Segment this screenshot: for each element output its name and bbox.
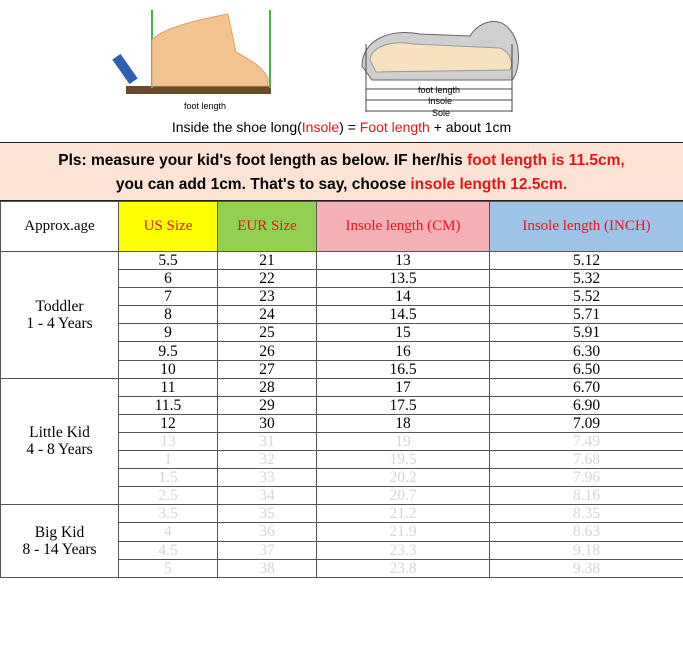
- header-us-size: US Size: [119, 202, 218, 252]
- illustration-area: [0, 0, 683, 142]
- eur-size-cell: 33: [218, 469, 317, 487]
- eur-size-cell: 21: [218, 252, 317, 270]
- age-group-range: 8 - 14 Years: [22, 541, 97, 558]
- table-row: [1, 252, 683, 270]
- table-row: [1, 378, 683, 396]
- foot-shape: [152, 14, 268, 86]
- insole-inch-cell: 8.63: [490, 523, 683, 541]
- insole-inch-cell: 7.96: [490, 469, 683, 487]
- eur-size-cell: 29: [218, 396, 317, 414]
- measurement-notice: [0, 142, 683, 201]
- insole-shape: [370, 43, 512, 72]
- insole-cm-cell: 13.5: [317, 270, 490, 288]
- us-size-cell: 5: [119, 559, 218, 577]
- age-group-name: Big Kid: [34, 524, 85, 541]
- insole-cm-cell: 19.5: [317, 451, 490, 469]
- eur-size-cell: 22: [218, 270, 317, 288]
- insole-cm-cell: 21.2: [317, 505, 490, 523]
- us-size-cell: 11.5: [119, 396, 218, 414]
- insole-inch-cell: 6.90: [490, 396, 683, 414]
- notice-line-2-highlight: insole length 12.5cm.: [410, 176, 568, 193]
- insole-cm-cell: 17.5: [317, 396, 490, 414]
- us-size-cell: 8: [119, 306, 218, 324]
- formula-foot-length: Foot length: [359, 119, 430, 135]
- age-group-range: 1 - 4 Years: [26, 314, 93, 332]
- us-size-cell: 7: [119, 288, 218, 306]
- age-group-range: 4 - 8 Years: [26, 441, 93, 459]
- us-size-cell: 3.5: [119, 505, 218, 523]
- insole-cm-cell: 16.5: [317, 360, 490, 378]
- formula-suffix: + about 1cm: [429, 119, 512, 135]
- insole-cm-cell: 16: [317, 342, 490, 360]
- insole-inch-cell: 9.18: [490, 541, 683, 559]
- insole-inch-cell: 6.30: [490, 342, 683, 360]
- age-group-name: Toddler: [35, 297, 84, 315]
- shoe-label-foot: foot length: [418, 85, 461, 95]
- eur-size-cell: 37: [218, 541, 317, 559]
- age-group-name: Little Kid: [29, 424, 90, 442]
- insole-cm-cell: 15: [317, 324, 490, 342]
- eur-size-cell: 36: [218, 523, 317, 541]
- insole-inch-cell: 8.35: [490, 505, 683, 523]
- insole-inch-cell: 5.32: [490, 270, 683, 288]
- insole-cm-cell: 23.8: [317, 559, 490, 577]
- insole-cm-cell: 14: [317, 288, 490, 306]
- notice-line-1-text: Pls: measure your kid's foot length as below. IF her/his: [58, 152, 468, 169]
- insole-inch-cell: 5.52: [490, 288, 683, 306]
- us-size-cell: 11: [119, 378, 218, 396]
- eur-size-cell: 30: [218, 414, 317, 432]
- eur-size-cell: 34: [218, 487, 317, 505]
- notice-line-2: [0, 173, 683, 197]
- header-eur-size: EUR Size: [218, 202, 317, 252]
- insole-cm-cell: 20.2: [317, 469, 490, 487]
- us-size-cell: 4.5: [119, 541, 218, 559]
- eur-size-cell: 26: [218, 342, 317, 360]
- insole-formula: [0, 119, 683, 135]
- shoe-label-sole: Sole: [432, 108, 451, 118]
- eur-size-cell: 31: [218, 432, 317, 450]
- pen-icon: [112, 54, 137, 84]
- insole-inch-cell: 5.91: [490, 324, 683, 342]
- formula-insole: Insole: [301, 119, 340, 135]
- us-size-cell: 1: [119, 451, 218, 469]
- insole-cm-cell: 21.9: [317, 523, 490, 541]
- insole-cm-cell: 19: [317, 432, 490, 450]
- age-group-cell: [1, 505, 119, 577]
- header-insole-inch: Insole length (INCH): [490, 202, 683, 252]
- shoe-label-insole: Insole: [428, 96, 453, 106]
- notice-line-1-highlight: foot length is 11.5cm,: [467, 152, 625, 169]
- header-approx-age: Approx.age: [1, 202, 119, 252]
- insole-cm-cell: 23.3: [317, 541, 490, 559]
- insole-cm-cell: 13: [317, 252, 490, 270]
- insole-cm-cell: 18: [317, 414, 490, 432]
- table-header-row: [1, 202, 683, 252]
- insole-cm-cell: 14.5: [317, 306, 490, 324]
- insole-cm-cell: 17: [317, 378, 490, 396]
- eur-size-cell: 23: [218, 288, 317, 306]
- age-group-cell: [1, 378, 119, 505]
- us-size-cell: 5.5: [119, 252, 218, 270]
- insole-inch-cell: 5.12: [490, 252, 683, 270]
- formula-mid: ) =: [339, 119, 360, 135]
- insole-inch-cell: 7.49: [490, 432, 683, 450]
- insole-inch-cell: 6.70: [490, 378, 683, 396]
- us-size-cell: 10: [119, 360, 218, 378]
- us-size-cell: 6: [119, 270, 218, 288]
- size-chart-table: [0, 201, 683, 578]
- notice-line-2-text: you can add 1cm. That's to say, choose: [115, 176, 411, 193]
- us-size-cell: 12: [119, 414, 218, 432]
- eur-size-cell: 38: [218, 559, 317, 577]
- table-row: [1, 505, 683, 523]
- insole-inch-cell: 5.71: [490, 306, 683, 324]
- eur-size-cell: 27: [218, 360, 317, 378]
- notice-line-1: [0, 149, 683, 173]
- insole-inch-cell: 6.50: [490, 360, 683, 378]
- formula-prefix: Inside the shoe long(: [171, 119, 302, 135]
- us-size-cell: 2.5: [119, 487, 218, 505]
- age-group-cell: [1, 252, 119, 379]
- header-insole-cm: Insole length (CM): [317, 202, 490, 252]
- insole-cm-cell: 20.7: [317, 487, 490, 505]
- us-size-cell: 9.5: [119, 342, 218, 360]
- eur-size-cell: 24: [218, 306, 317, 324]
- left-foot-caption: foot length: [184, 101, 227, 111]
- us-size-cell: 13: [119, 432, 218, 450]
- insole-inch-cell: 7.09: [490, 414, 683, 432]
- us-size-cell: 1.5: [119, 469, 218, 487]
- insole-inch-cell: 7.68: [490, 451, 683, 469]
- us-size-cell: 4: [119, 523, 218, 541]
- eur-size-cell: 32: [218, 451, 317, 469]
- eur-size-cell: 35: [218, 505, 317, 523]
- floor-board: [126, 86, 271, 94]
- eur-size-cell: 28: [218, 378, 317, 396]
- insole-inch-cell: 8.16: [490, 487, 683, 505]
- us-size-cell: 9: [119, 324, 218, 342]
- insole-inch-cell: 9.38: [490, 559, 683, 577]
- eur-size-cell: 25: [218, 324, 317, 342]
